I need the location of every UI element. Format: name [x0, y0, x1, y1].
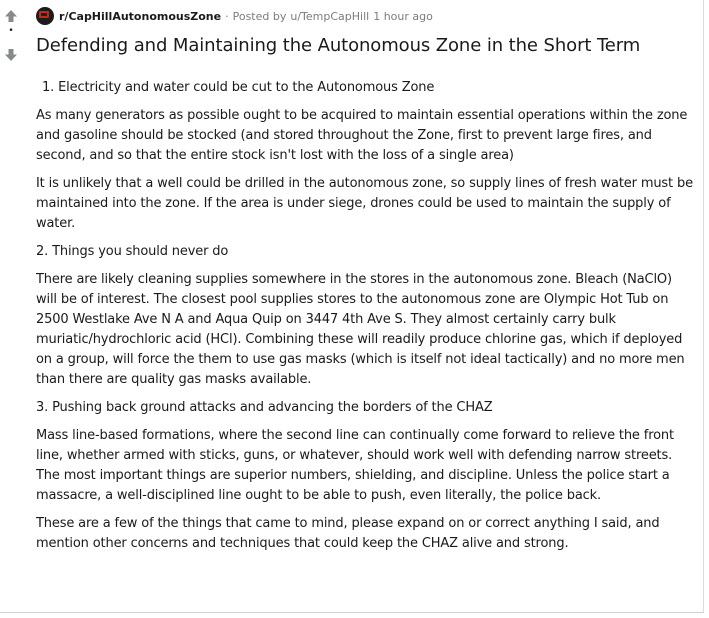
author-link[interactable]: u/TempCapHill [290, 9, 370, 23]
vote-score: • [8, 26, 14, 36]
body-paragraph: It is unlikely that a well could be drilled in the autonomous zone, so supply lines of fresh water must be maintained into the zone. If the area is under siege, drones could be used to maintain the supply of water. [36, 176, 693, 231]
post-timestamp[interactable]: 1 hour ago [373, 9, 433, 23]
downvote-arrow-icon [4, 48, 18, 62]
meta-separator: · [225, 9, 229, 23]
post-meta [36, 6, 433, 26]
posted-by-label: Posted by [232, 9, 287, 23]
upvote-button[interactable] [4, 9, 18, 23]
section-heading-2: 2. Things you should never do [36, 244, 229, 259]
section-heading-3: 3. Pushing back ground attacks and advancing the borders of the CHAZ [36, 400, 493, 415]
post-body [36, 78, 696, 562]
subreddit-avatar-icon[interactable] [36, 7, 54, 25]
downvote-button[interactable] [4, 48, 18, 62]
body-paragraph: As many generators as possible ought to be acquired to maintain essential operations within the zone and gasoline should be stocked (and stored throughout the Zone, first to prevent large fires, and second, and so that the entire stock isn't lost with the loss of a single area) [36, 108, 688, 163]
subreddit-link[interactable]: r/CapHillAutonomousZone [59, 9, 222, 23]
body-paragraph: Mass line-based formations, where the second line can continually come forward to relieve the front line, whether armed with sticks, guns, or whatever, should work well with defending narrow streets. The most important things are superior numbers, shielding, and discipline. Unless the police start a massacre, a well-disciplined line ought to be able to push, even literally, the police back. [36, 428, 674, 503]
body-paragraph: There are likely cleaning supplies somewhere in the stores in the autonomous zone. Bleach (NaClO) will be of interest. The closest pool supplies stores to the autonomous zone are Olympic Hot Tub on 2500 Westlake Ave N A and Aqua Quip on 3447 4th Ave S. They almost certainly carry bulk muriatic/hydrochloric acid (HCl). Combining these will readily produce chlorine gas, which if deployed on a group, will force the them to use gas masks (which is itself not ideal tactically) and no more men than there are quality gas masks available. [36, 272, 685, 387]
upvote-arrow-icon [4, 9, 18, 23]
post-title[interactable]: Defending and Maintaining the Autonomous Zone in the Short Term [36, 35, 641, 56]
body-paragraph: These are a few of the things that came to mind, please expand on or correct anything I said, and mention other concerns and techniques that could keep the CHAZ alive and strong. [36, 516, 660, 551]
section-heading-1: 1. Electricity and water could be cut to the Autonomous Zone [42, 80, 435, 95]
vote-column [0, 0, 28, 612]
